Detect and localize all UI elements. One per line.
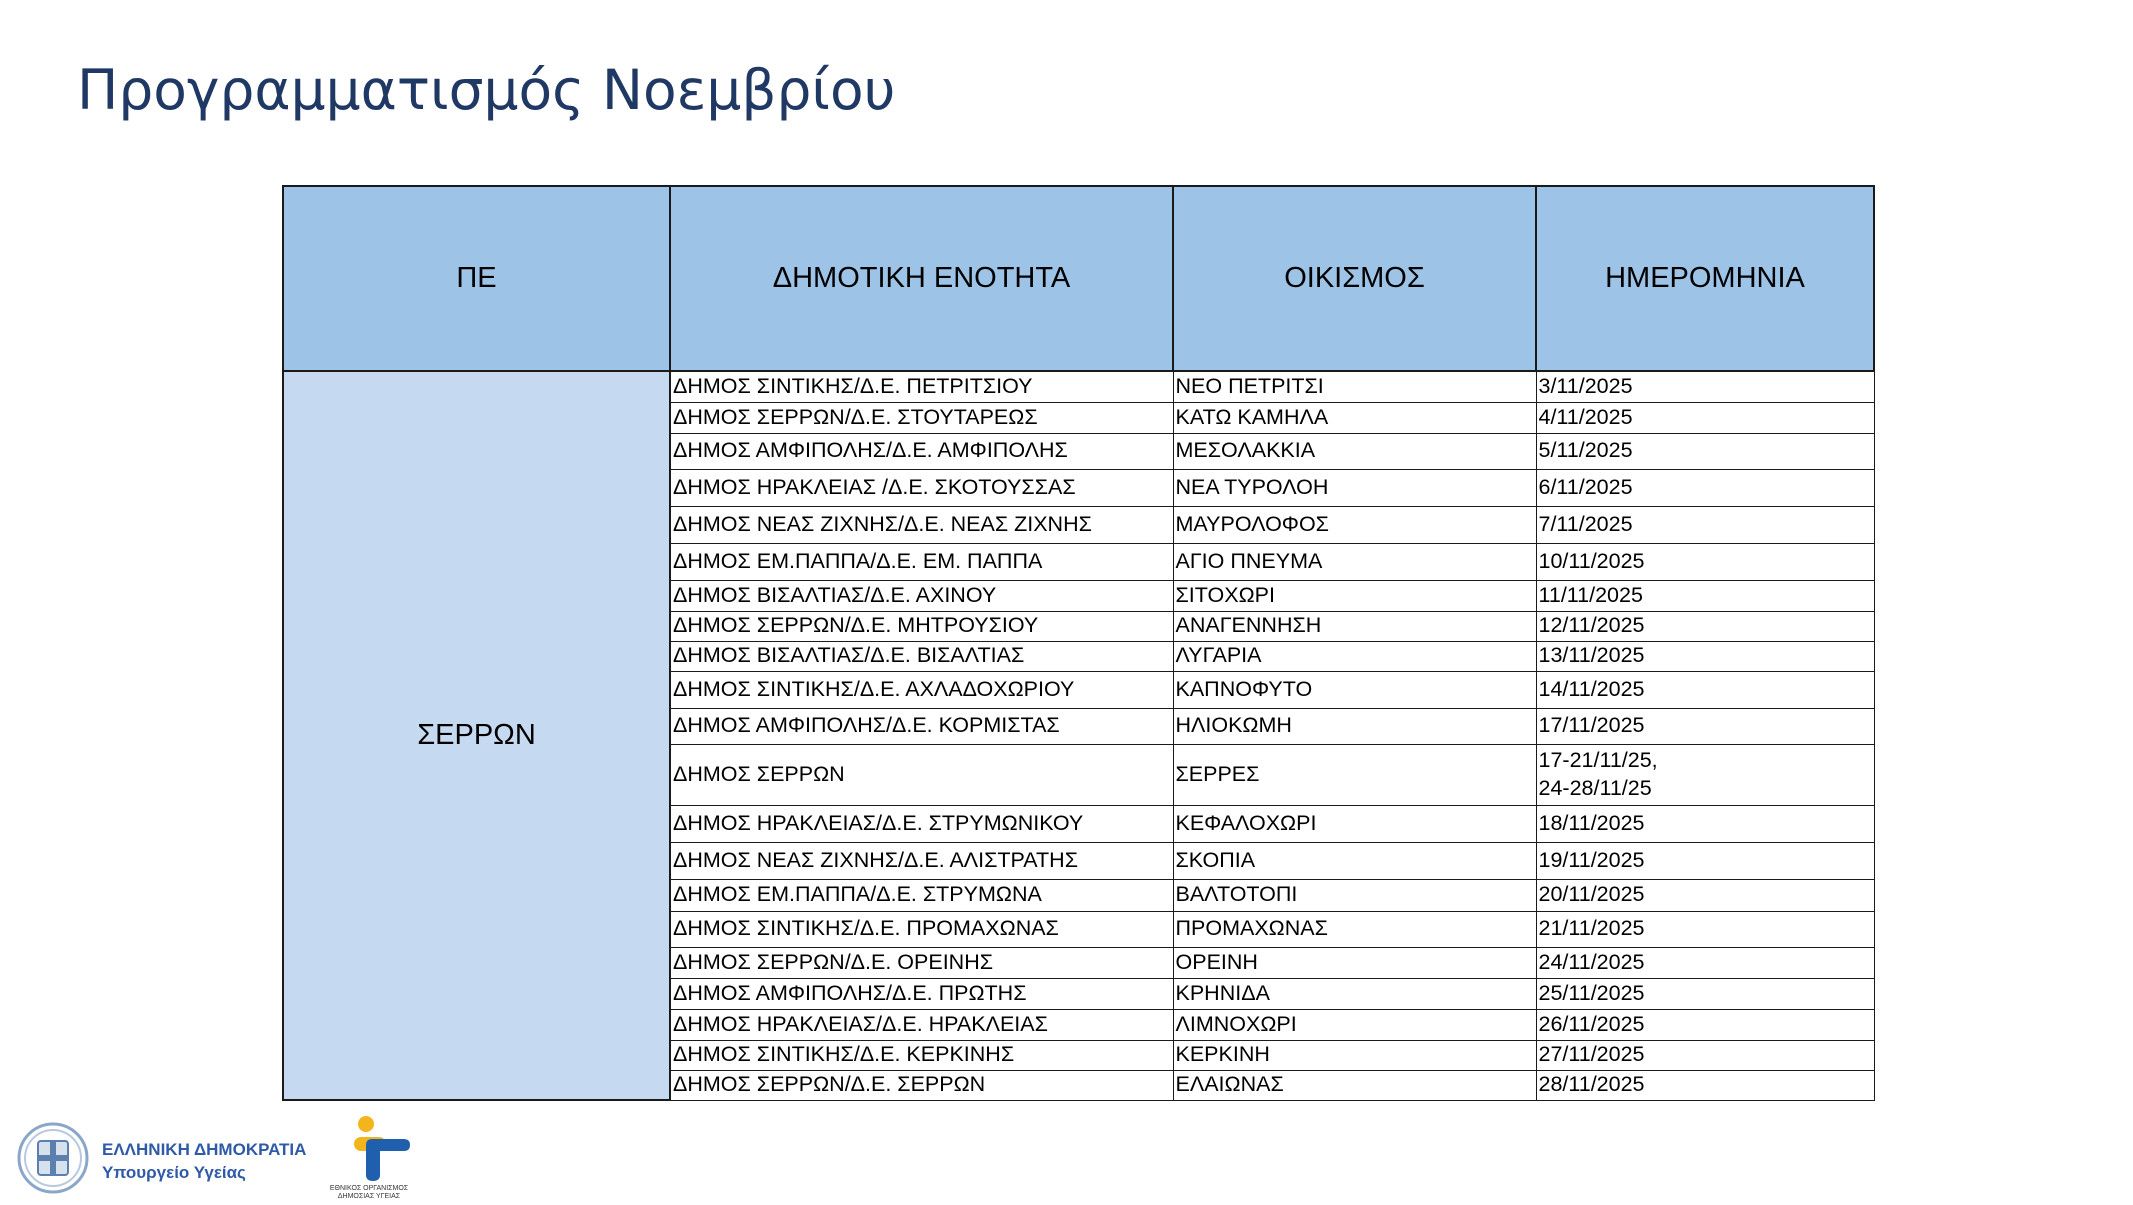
- settlement-cell: ΜΕΣΟΛΑΚΚΙΑ: [1173, 433, 1536, 469]
- country-name: ΕΛΛΗΝΙΚΗ ΔΗΜΟΚΡΑΤΙΑ: [102, 1140, 307, 1159]
- settlement-cell: ΣΕΡΡΕΣ: [1173, 744, 1536, 805]
- settlement-cell: ΠΡΟΜΑΧΩΝΑΣ: [1173, 911, 1536, 947]
- municipal-unit-cell: ΔΗΜΟΣ ΑΜΦΙΠΟΛΗΣ/Δ.Ε. ΑΜΦΙΠΟΛΗΣ: [670, 433, 1173, 469]
- settlement-cell: ΕΛΑΙΩΝΑΣ: [1173, 1070, 1536, 1100]
- date-line: 17-21/11/25,: [1538, 747, 1658, 772]
- footer-logos: [14, 1115, 424, 1205]
- date-cell: 26/11/2025: [1536, 1009, 1874, 1040]
- municipal-unit-cell: ΔΗΜΟΣ ΒΙΣΑΛΤΙΑΣ/Δ.Ε. ΒΙΣΑΛΤΙΑΣ: [670, 641, 1173, 671]
- date-line: 24-28/11/25: [1538, 775, 1652, 800]
- date-cell: 18/11/2025: [1536, 805, 1874, 842]
- date-cell: 14/11/2025: [1536, 671, 1874, 708]
- date-cell: 3/11/2025: [1536, 371, 1874, 402]
- settlement-cell: ΝΕΑ ΤΥΡΟΛΟΗ: [1173, 469, 1536, 506]
- date-cell: 6/11/2025: [1536, 469, 1874, 506]
- settlement-cell: ΜΑΥΡΟΛΟΦΟΣ: [1173, 506, 1536, 543]
- municipal-unit-cell: ΔΗΜΟΣ ΗΡΑΚΛΕΙΑΣ/Δ.Ε. ΗΡΑΚΛΕΙΑΣ: [670, 1009, 1173, 1040]
- municipal-unit-cell: ΔΗΜΟΣ ΣΙΝΤΙΚΗΣ/Δ.Ε. ΚΕΡΚΙΝΗΣ: [670, 1040, 1173, 1070]
- table-row: [283, 371, 1874, 402]
- date-cell: 24/11/2025: [1536, 947, 1874, 978]
- settlement-cell: ΚΡΗΝΙΔΑ: [1173, 978, 1536, 1009]
- municipal-unit-cell: ΔΗΜΟΣ ΝΕΑΣ ΖΙΧΝΗΣ/Δ.Ε. ΑΛΙΣΤΡΑΤΗΣ: [670, 842, 1173, 879]
- settlement-cell: ΚΕΦΑΛΟΧΩΡΙ: [1173, 805, 1536, 842]
- date-cell: 17/11/2025: [1536, 708, 1874, 744]
- settlement-cell: ΚΑΠΝΟΦΥΤΟ: [1173, 671, 1536, 708]
- municipal-unit-cell: ΔΗΜΟΣ ΑΜΦΙΠΟΛΗΣ/Δ.Ε. ΠΡΩΤΗΣ: [670, 978, 1173, 1009]
- settlement-cell: ΑΝΑΓΕΝΝΗΣΗ: [1173, 611, 1536, 641]
- table-header-row: [283, 186, 1874, 371]
- municipal-unit-cell: ΔΗΜΟΣ ΣΕΡΡΩΝ/Δ.Ε. ΣΕΡΡΩΝ: [670, 1070, 1173, 1100]
- pe-cell: ΣΕΡΡΩΝ: [283, 371, 670, 1100]
- ministry-name: Υπουργείο Υγείας: [102, 1162, 246, 1182]
- municipal-unit-cell: ΔΗΜΟΣ ΗΡΑΚΛΕΙΑΣ/Δ.Ε. ΣΤΡΥΜΩΝΙΚΟΥ: [670, 805, 1173, 842]
- date-cell: 21/11/2025: [1536, 911, 1874, 947]
- header-municipal-unit: ΔΗΜΟΤΙΚΗ ΕΝΟΤΗΤΑ: [670, 186, 1173, 371]
- date-cell: 27/11/2025: [1536, 1040, 1874, 1070]
- settlement-cell: ΛΥΓΑΡΙΑ: [1173, 641, 1536, 671]
- eody-caption: ΕΘΝΙΚΟΣ ΟΡΓΑΝΙΣΜΟΣ ΔΗΜΟΣΙΑΣ ΥΓΕΙΑΣ: [329, 1185, 409, 1200]
- date-cell: 19/11/2025: [1536, 842, 1874, 879]
- municipal-unit-cell: ΔΗΜΟΣ ΗΡΑΚΛΕΙΑΣ /Δ.Ε. ΣΚΟΤΟΥΣΣΑΣ: [670, 469, 1173, 506]
- settlement-cell: ΗΛΙΟΚΩΜΗ: [1173, 708, 1536, 744]
- header-pe: ΠΕ: [283, 186, 670, 371]
- date-cell: 11/11/2025: [1536, 580, 1874, 611]
- ministry-label: [102, 1139, 306, 1185]
- date-cell: 5/11/2025: [1536, 433, 1874, 469]
- table-body: [283, 371, 1874, 1100]
- settlement-cell: ΟΡΕΙΝΗ: [1173, 947, 1536, 978]
- schedule-table: [282, 185, 1875, 1101]
- municipal-unit-cell: ΔΗΜΟΣ ΣΙΝΤΙΚΗΣ/Δ.Ε. ΠΕΤΡΙΤΣΙΟΥ: [670, 371, 1173, 402]
- date-cell: 13/11/2025: [1536, 641, 1874, 671]
- settlement-cell: ΚΕΡΚΙΝΗ: [1173, 1040, 1536, 1070]
- header-settlement: ΟΙΚΙΣΜΟΣ: [1173, 186, 1536, 371]
- settlement-cell: ΑΓΙΟ ΠΝΕΥΜΑ: [1173, 543, 1536, 580]
- municipal-unit-cell: ΔΗΜΟΣ ΝΕΑΣ ΖΙΧΝΗΣ/Δ.Ε. ΝΕΑΣ ΖΙΧΝΗΣ: [670, 506, 1173, 543]
- municipal-unit-cell: ΔΗΜΟΣ ΣΕΡΡΩΝ/Δ.Ε. ΜΗΤΡΟΥΣΙΟΥ: [670, 611, 1173, 641]
- date-cell: 28/11/2025: [1536, 1070, 1874, 1100]
- date-cell: [1536, 744, 1874, 805]
- settlement-cell: ΣΙΤΟΧΩΡΙ: [1173, 580, 1536, 611]
- municipal-unit-cell: ΔΗΜΟΣ ΕΜ.ΠΑΠΠΑ/Δ.Ε. ΣΤΡΥΜΩΝΑ: [670, 879, 1173, 911]
- date-cell: 10/11/2025: [1536, 543, 1874, 580]
- municipal-unit-cell: ΔΗΜΟΣ ΒΙΣΑΛΤΙΑΣ/Δ.Ε. ΑΧΙΝΟΥ: [670, 580, 1173, 611]
- municipal-unit-cell: ΔΗΜΟΣ ΣΙΝΤΙΚΗΣ/Δ.Ε. ΠΡΟΜΑΧΩΝΑΣ: [670, 911, 1173, 947]
- date-cell: 12/11/2025: [1536, 611, 1874, 641]
- municipal-unit-cell: ΔΗΜΟΣ ΣΕΡΡΩΝ: [670, 744, 1173, 805]
- settlement-cell: ΒΑΛΤΟΤΟΠΙ: [1173, 879, 1536, 911]
- settlement-cell: ΛΙΜΝΟΧΩΡΙ: [1173, 1009, 1536, 1040]
- date-cell: 25/11/2025: [1536, 978, 1874, 1009]
- date-cell: 7/11/2025: [1536, 506, 1874, 543]
- municipal-unit-cell: ΔΗΜΟΣ ΕΜ.ΠΑΠΠΑ/Δ.Ε. ΕΜ. ΠΑΠΠΑ: [670, 543, 1173, 580]
- municipal-unit-cell: ΔΗΜΟΣ ΣΕΡΡΩΝ/Δ.Ε. ΟΡΕΙΝΗΣ: [670, 947, 1173, 978]
- greek-coat-of-arms-icon: [16, 1121, 90, 1195]
- page-title: Προγραμματισμός Νοεμβρίου: [77, 58, 896, 122]
- municipal-unit-cell: ΔΗΜΟΣ ΣΙΝΤΙΚΗΣ/Δ.Ε. ΑΧΛΑΔΟΧΩΡΙΟΥ: [670, 671, 1173, 708]
- municipal-unit-cell: ΔΗΜΟΣ ΣΕΡΡΩΝ/Δ.Ε. ΣΤΟΥΤΑΡΕΩΣ: [670, 402, 1173, 433]
- municipal-unit-cell: ΔΗΜΟΣ ΑΜΦΙΠΟΛΗΣ/Δ.Ε. ΚΟΡΜΙΣΤΑΣ: [670, 708, 1173, 744]
- date-cell: 4/11/2025: [1536, 402, 1874, 433]
- settlement-cell: ΚΑΤΩ ΚΑΜΗΛΑ: [1173, 402, 1536, 433]
- date-cell: 20/11/2025: [1536, 879, 1874, 911]
- header-date: ΗΜΕΡΟΜΗΝΙΑ: [1536, 186, 1874, 371]
- settlement-cell: ΣΚΟΠΙΑ: [1173, 842, 1536, 879]
- settlement-cell: ΝΕΟ ΠΕΤΡΙΤΣΙ: [1173, 371, 1536, 402]
